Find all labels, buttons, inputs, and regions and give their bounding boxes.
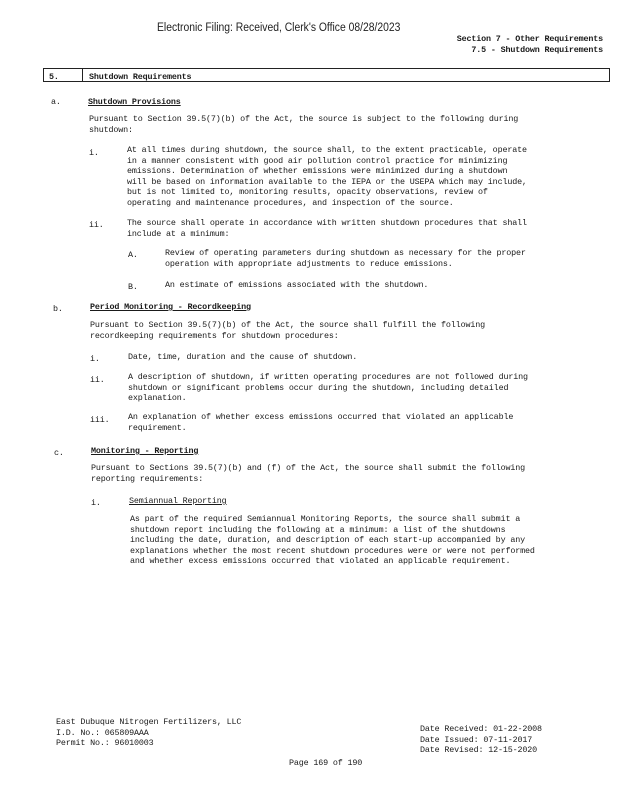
footer-permit-number: Permit No.: 96010003: [56, 738, 154, 749]
item-b-i-number: i.: [90, 354, 100, 364]
item-b-ii-text: [128, 372, 528, 404]
section-header-line-1: Section 7 - Other Requirements: [456, 34, 603, 44]
footer-dates: [420, 724, 542, 756]
item-c-label: c.: [54, 448, 64, 458]
section-title-divider: [82, 68, 83, 81]
item-c-i-text: [130, 514, 535, 567]
item-c-intro: [91, 463, 525, 484]
text-line: shutdown or significant problems occur during the shutdown, including detailed: [128, 382, 509, 393]
text-line: Date, time, duration and the cause of shutdown.: [128, 352, 358, 362]
text-line: shutdown report including the following at a minimum: a list of the shutdowns: [130, 524, 506, 535]
text-line: Pursuant to Sections 39.5(7)(b) and (f) of the Act, the source shall submit the following: [91, 463, 525, 473]
footer-date-issued: Date Issued: 07-11-2017: [420, 734, 533, 745]
item-a-title: Shutdown Provisions: [88, 97, 181, 107]
item-b-iii-number: iii.: [90, 415, 110, 425]
text-line: Pursuant to Section 39.5(7)(b) of the Act, the source shall fulfill the following: [90, 320, 485, 330]
text-line: An explanation of whether excess emissions occurred that violated an applicable: [128, 412, 514, 422]
text-line: The source shall operate in accordance with written shutdown procedures that shall: [127, 218, 527, 228]
item-b-i-text: [128, 352, 357, 363]
item-a-i-text: [127, 145, 527, 209]
section-header: [380, 34, 603, 55]
section-title: Shutdown Requirements: [89, 72, 192, 82]
text-line: operation with appropriate adjustments to reduce emissions.: [165, 258, 453, 269]
text-line: requirement.: [128, 422, 187, 433]
text-line: A description of shutdown, if written operating procedures are not followed during: [128, 372, 528, 382]
item-a-label: a.: [51, 97, 61, 107]
page-number: Page 169 of 190: [289, 758, 363, 768]
text-line: including the date, duration, and description of each start-up accompanied by any: [130, 535, 525, 546]
text-line: At all times during shutdown, the source shall, to the extent practicable, operate: [127, 145, 527, 155]
text-line: shutdown:: [89, 124, 133, 135]
item-a-ii-number: ii.: [89, 220, 104, 230]
section-number: 5.: [49, 72, 59, 82]
item-c-i-title: Semiannual Reporting: [129, 496, 227, 506]
text-line: include at a minimum:: [127, 228, 230, 239]
item-a-ii-B-text: [165, 280, 428, 291]
item-a-intro: [89, 114, 518, 135]
text-line: Pursuant to Section 39.5(7)(b) of the Act, the source is subject to the following during: [89, 114, 519, 124]
footer-id-number: I.D. No.: 065809AAA: [56, 727, 149, 738]
text-line: in a manner consistent with good air pollution control practice for minimizing: [127, 155, 508, 166]
text-line: recordkeeping requirements for shutdown procedures:: [90, 330, 339, 341]
item-a-ii-A-text: [165, 248, 526, 269]
text-line: As part of the required Semiannual Monitoring Reports, the source shall submit a: [130, 514, 521, 524]
item-a-ii-B-number: B.: [128, 282, 138, 292]
item-a-i-number: i.: [89, 148, 99, 158]
item-c-i-number: i.: [91, 498, 101, 508]
item-b-iii-text: [128, 412, 513, 433]
item-b-ii-number: ii.: [90, 375, 105, 385]
item-a-ii-A-number: A.: [128, 250, 138, 260]
text-line: will be based on information available to the IEPA or the USEPA which may include,: [127, 176, 527, 187]
text-line: An estimate of emissions associated with the shutdown.: [165, 280, 429, 290]
text-line: but is not limited to, monitoring results, opacity observations, review of: [127, 187, 488, 198]
section-header-line-2: 7.5 - Shutdown Requirements: [471, 44, 603, 55]
text-line: explanations whether the most recent shutdown procedures were or were not performed: [130, 545, 535, 556]
item-b-title: Period Monitoring - Recordkeeping: [90, 302, 251, 312]
footer-facility-info: [56, 717, 241, 749]
text-line: and whether excess emissions occurred that violated an applicable requirement.: [130, 556, 511, 567]
filing-stamp: Electronic Filing: Received, Clerk's Office 08/28/2023: [157, 22, 401, 34]
item-a-ii-text: [127, 218, 527, 239]
item-c-title: Monitoring - Reporting: [91, 446, 199, 456]
text-line: explanation.: [128, 393, 187, 404]
item-b-intro: [90, 320, 485, 341]
footer-company: East Dubuque Nitrogen Fertilizers, LLC: [56, 717, 242, 727]
footer-date-received: Date Received: 01-22-2008: [420, 724, 542, 734]
footer-date-revised: Date Revised: 12-15-2020: [420, 745, 538, 756]
item-b-label: b.: [53, 304, 63, 314]
text-line: emissions. Determination of whether emissions were minimized during a shutdown: [127, 166, 508, 177]
text-line: operating and maintenance procedures, and inspection of the source.: [127, 197, 454, 208]
text-line: reporting requirements:: [91, 473, 204, 484]
text-line: Review of operating parameters during shutdown as necessary for the proper: [165, 248, 526, 258]
